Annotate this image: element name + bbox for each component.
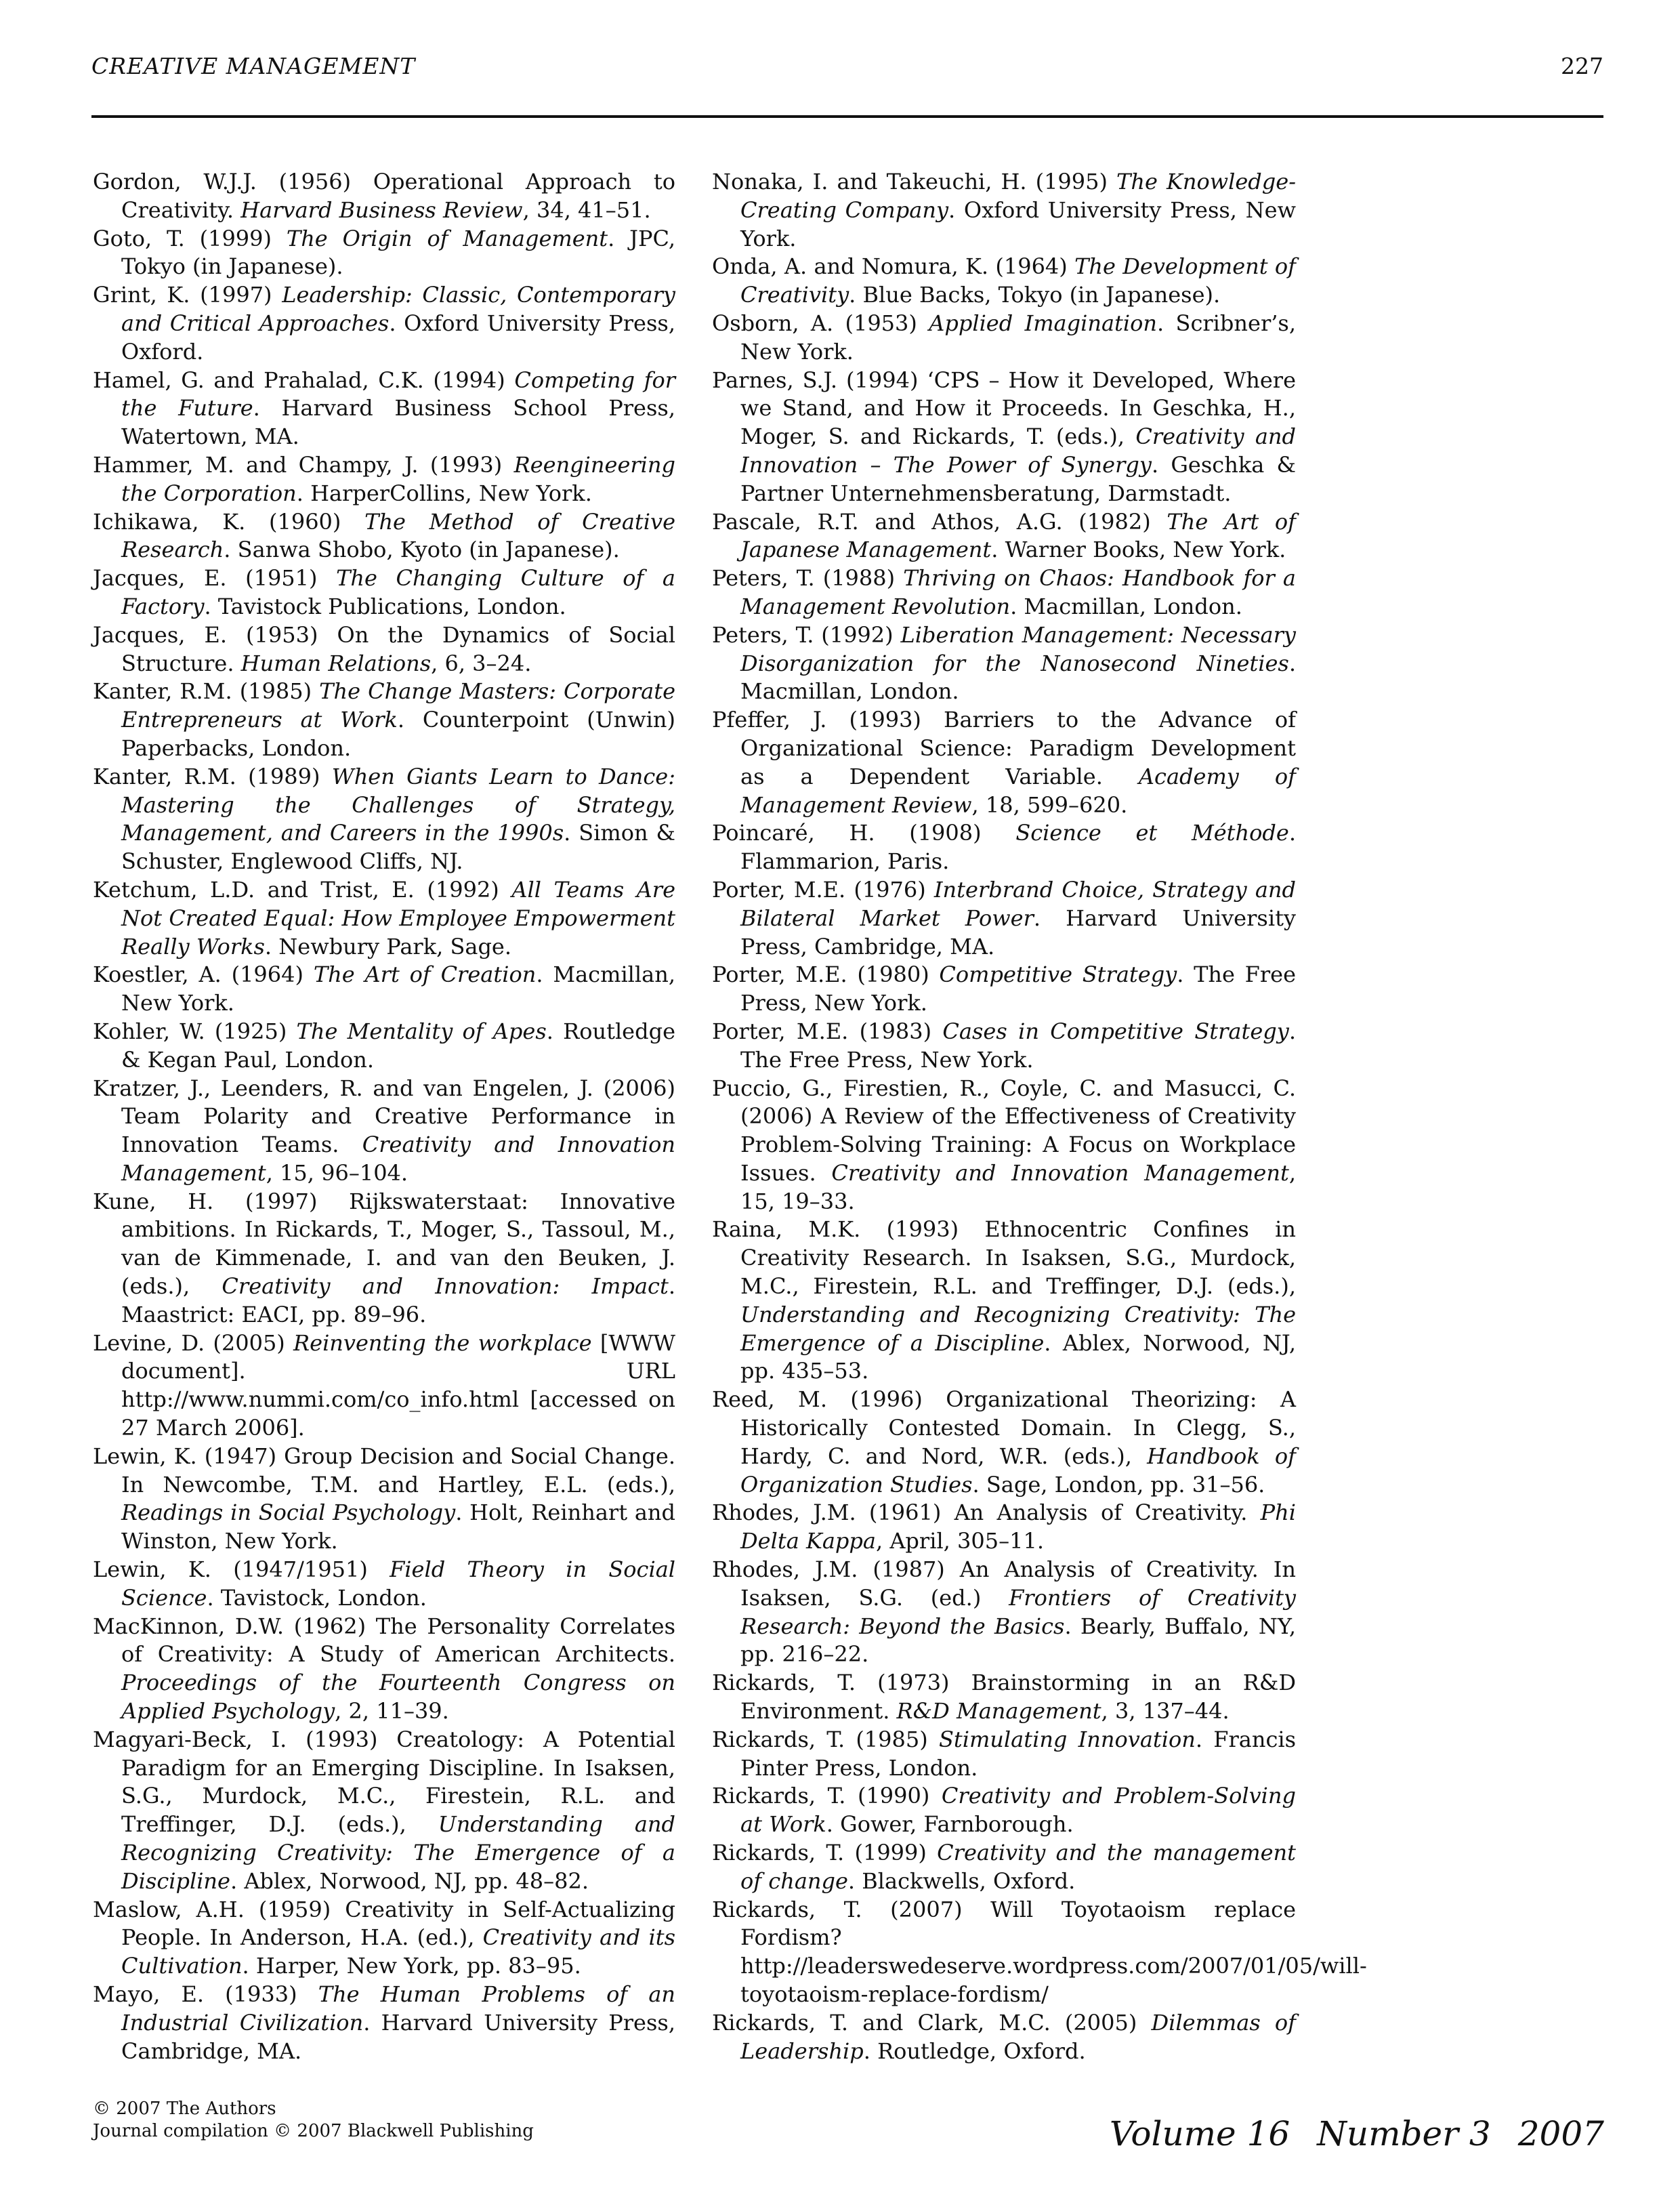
reference-entry xyxy=(93,763,675,876)
reference-publication: . Holt, Reinhart and Winston, New York. xyxy=(121,1500,675,1554)
reference-publication: , April, 305–11. xyxy=(875,1528,1044,1554)
reference-title: Frontiers of Creativity Research: Beyond the Basics xyxy=(740,1584,1297,1639)
reference-title: Applied Imagination xyxy=(929,310,1158,336)
reference-title: Competing for the Future xyxy=(121,367,676,421)
reference-text: Nonaka, I. and Takeuchi, H. (1995) xyxy=(712,169,1117,194)
reference-entry xyxy=(712,1896,1367,2009)
header-rule xyxy=(91,115,1603,118)
reference-entry xyxy=(712,876,1296,961)
reference-publication: . Harper, New York, pp. 83–95. xyxy=(242,1953,581,1979)
reference-publication: . Ablex, Norwood, NJ, pp. 435–53. xyxy=(740,1329,1297,1384)
compilation-line: Journal compilation © 2007 Blackwell Publishing xyxy=(93,2121,534,2141)
reference-publication: . Scribner’s, New York. xyxy=(740,310,1297,365)
page-number: 227 xyxy=(1561,53,1603,79)
reference-entry xyxy=(93,961,675,1018)
reference-title: Liberation Management: Necessary Disorganization for the Nanosecond Nineties xyxy=(740,621,1297,676)
reference-entry xyxy=(93,1329,675,1443)
reference-publication: , 2, 11–39. xyxy=(335,1698,449,1725)
reference-entry xyxy=(93,1556,675,1613)
copyright-line: © 2007 The Authors xyxy=(93,2099,276,2119)
reference-publication: . Ablex, Norwood, NJ, pp. 48–82. xyxy=(230,1867,589,1894)
reference-entry xyxy=(93,1075,675,1188)
reference-title: All Teams Are Not Created Equal: How Employee Empowerment Really Works xyxy=(121,876,676,959)
reference-text: Rickards, T. (1973) Brainstorming in an R&D Environment. xyxy=(712,1670,1296,1725)
reference-text: Parnes, S.J. (1994) ‘CPS – How it Developed, Where we Stand, and How it Proceeds. In Geschka, H., Moger, S. and Rickards, T. (eds.), xyxy=(712,367,1296,450)
reference-entry xyxy=(712,961,1296,1018)
reference-text: Levine, D. (2005) xyxy=(93,1329,294,1356)
reference-title: Phi Delta Kappa xyxy=(740,1500,1296,1554)
reference-entry xyxy=(93,451,675,508)
reference-title: Reinventing the workplace xyxy=(293,1329,592,1356)
reference-title: Creativity and its Cultivation xyxy=(121,1924,676,1979)
reference-title: Understanding and Recognizing Creativity: The Emergence of a Discipline xyxy=(740,1301,1296,1356)
reference-entry xyxy=(712,819,1296,876)
reference-title: The Changing Culture of a Factory xyxy=(121,565,676,619)
reference-publication: [WWW document]. URL http://www.nummi.com/co_info.html [accessed on 27 March 2006]. xyxy=(121,1329,676,1441)
reference-title: Creativity and the management of change xyxy=(740,1840,1296,1894)
reference-publication: . Bearly, Buffalo, NY, pp. 216–22. xyxy=(740,1613,1297,1668)
reference-text: Raina, M.K. (1993) Ethnocentric Confines in Creativity Research. In Isaksen, S.G., Murdock, M.C., Firestein, R.L. and Treffinger, D.J. (eds.), xyxy=(712,1216,1296,1300)
volume-label: Volume 16 xyxy=(1109,2114,1290,2153)
reference-title: The Knowledge-Creating Company xyxy=(740,169,1297,223)
reference-title: Creativity and Innovation Management xyxy=(121,1132,675,1186)
reference-text: Rickards, T. (2007) Will Toyotaoism replace Fordism? http://leaderswedeserve.wordpress.com/2007/01/05/will-toyotaoism-replace-fordism/ xyxy=(712,1896,1367,2007)
reference-text: Rhodes, J.M. (1961) An Analysis of Creativity. xyxy=(712,1500,1261,1526)
reference-title: Creativity and Problem-Solving at Work xyxy=(740,1783,1297,1838)
reference-text: Pascale, R.T. and Athos, A.G. (1982) xyxy=(712,508,1167,535)
reference-entry xyxy=(712,1075,1296,1216)
reference-title: Leadership: Classic, Contemporary and Critical Approaches xyxy=(121,282,676,336)
reference-title: Creativity and Innovation: Impact xyxy=(222,1273,669,1300)
reference-title: Stimulating Innovation xyxy=(938,1726,1196,1752)
reference-entry xyxy=(93,225,675,282)
reference-publication: . The Free Press, New York. xyxy=(740,1018,1297,1073)
reference-text: Porter, M.E. (1976) xyxy=(712,876,934,903)
reference-publication: . Harvard University Press, Cambridge, MA. xyxy=(121,2009,676,2064)
reference-text: MacKinnon, D.W. (1962) The Personality Correlates of Creativity: A Study of American Architects. xyxy=(93,1613,675,1668)
reference-entry xyxy=(712,1386,1296,1499)
reference-title: The Art of Japanese Management xyxy=(740,508,1297,563)
reference-text: Jacques, E. (1953) On the Dynamics of Social Structure. xyxy=(93,621,675,676)
reference-title: Dilemmas of Leadership xyxy=(740,2009,1297,2064)
journal-section-title: CREATIVE MANAGEMENT xyxy=(91,53,416,79)
year-label: 2007 xyxy=(1517,2114,1604,2153)
reference-entry xyxy=(712,1726,1296,1783)
reference-publication: . Newbury Park, Sage. xyxy=(264,933,512,959)
reference-entry xyxy=(712,310,1296,367)
reference-entry xyxy=(712,1499,1296,1556)
reference-title: Field Theory in Social Science xyxy=(121,1556,676,1611)
reference-entry xyxy=(712,253,1296,310)
reference-entry xyxy=(712,621,1296,706)
reference-entry xyxy=(93,876,675,961)
reference-title: The Change Masters: Corporate Entrepreneurs at Work xyxy=(121,678,676,733)
reference-text: Rickards, T. (1985) xyxy=(712,1726,939,1752)
reference-publication: , 3, 137–44. xyxy=(1101,1698,1230,1725)
reference-publication: , 15, 96–104. xyxy=(266,1159,408,1186)
reference-publication: . Tavistock Publications, London. xyxy=(204,593,566,619)
reference-publication: . Sage, London, pp. 31–56. xyxy=(972,1471,1265,1498)
reference-publication: , 34, 41–51. xyxy=(522,197,651,223)
reference-publication: . Routledge & Kegan Paul, London. xyxy=(121,1018,676,1073)
reference-text: Kratzer, J., Leenders, R. and van Engelen, J. (2006) Team Polarity and Creative Performance in Innovation Teams. xyxy=(93,1075,675,1158)
reference-publication: . Routledge, Oxford. xyxy=(863,2038,1086,2064)
reference-publication: . Macmillan, London. xyxy=(1010,593,1242,619)
reference-text: Gordon, W.J.J. (1956) Operational Approach to Creativity. xyxy=(93,169,675,223)
reference-entry xyxy=(93,1018,675,1075)
reference-text: Goto, T. (1999) xyxy=(93,225,287,251)
reference-publication: , 6, 3–24. xyxy=(431,650,532,676)
reference-title: The Human Problems of an Industrial Civilization xyxy=(121,1981,676,2036)
reference-text: Rickards, T. (1990) xyxy=(712,1783,942,1809)
reference-title: Cases in Competitive Strategy xyxy=(942,1018,1289,1044)
reference-text: Osborn, A. (1953) xyxy=(712,310,929,336)
reference-title: The Art of Creation xyxy=(313,962,537,988)
reference-entry xyxy=(93,281,675,366)
reference-publication: . JPC, Tokyo (in Japanese). xyxy=(121,225,676,280)
reference-entry xyxy=(712,1669,1296,1726)
reference-entry xyxy=(712,706,1296,819)
reference-text: Jacques, E. (1951) xyxy=(93,565,337,592)
reference-entry xyxy=(712,367,1296,508)
reference-title: The Mentality of Apes xyxy=(296,1018,547,1044)
reference-title: Creativity and Innovation Management xyxy=(831,1159,1289,1186)
reference-publication: . Gower, Farnborough. xyxy=(826,1811,1074,1838)
reference-entry xyxy=(93,1726,675,1896)
reference-text: Porter, M.E. (1980) xyxy=(712,962,940,988)
number-label: Number 3 xyxy=(1317,2114,1491,2153)
reference-publication: . The Free Press, New York. xyxy=(740,962,1297,1016)
reference-publication: . Flammarion, Paris. xyxy=(740,820,1297,875)
reference-title: The Development of Creativity xyxy=(740,253,1296,308)
reference-publication: . Macmillan, New York. xyxy=(121,962,676,1016)
reference-publication: , 18, 599–620. xyxy=(971,791,1128,818)
reference-title: Thriving on Chaos: Handbook for a Management Revolution xyxy=(740,565,1297,619)
reference-publication: . Tavistock, London. xyxy=(207,1584,427,1611)
reference-text: Kanter, R.M. (1985) xyxy=(93,678,320,705)
reference-entry xyxy=(93,1896,675,1981)
reference-publication: . Harvard University Press, Cambridge, MA. xyxy=(740,905,1296,959)
reference-text: Mayo, E. (1933) xyxy=(93,1981,318,2007)
reference-entry xyxy=(712,564,1296,621)
reference-publication: . Geschka & Partner Unternehmensberatung, Darmstadt. xyxy=(740,451,1296,506)
reference-title: Reengineering the Corporation xyxy=(121,451,675,506)
reference-title: Interbrand Choice, Strategy and Bilateral Market Power xyxy=(740,876,1296,931)
reference-entry xyxy=(93,508,675,565)
reference-text: Hammer, M. and Champy, J. (1993) xyxy=(93,451,514,478)
reference-title: Human Relations xyxy=(240,650,432,676)
reference-text: Poincaré, H. (1908) xyxy=(712,820,1016,846)
reference-title: The Method of Creative Research xyxy=(121,508,676,563)
footer-copyright xyxy=(93,2098,534,2143)
reference-entry xyxy=(93,1613,675,1726)
reference-publication: . Counterpoint (Unwin) Paperbacks, London. xyxy=(121,707,676,761)
reference-text: Onda, A. and Nomura, K. (1964) xyxy=(712,253,1075,280)
reference-title: Competitive Strategy xyxy=(939,962,1177,988)
reference-text: Puccio, G., Firestien, R., Coyle, C. and Masucci, C. (2006) A Review of the Effectiveness of Creativity Problem-Solving Training: A Focus on Workplace Issues. xyxy=(712,1075,1296,1186)
reference-entry xyxy=(93,1188,675,1329)
reference-publication: , 15, 19–33. xyxy=(740,1159,1296,1214)
reference-entry xyxy=(93,1443,675,1556)
reference-text: Reed, M. (1996) Organizational Theorizing: A Historically Contested Domain. In Clegg, S., Hardy, C. and Nord, W.R. (eds.), xyxy=(712,1386,1296,1469)
reference-text: Rhodes, J.M. (1987) An Analysis of Creativity. In Isaksen, S.G. (ed.) xyxy=(712,1556,1296,1611)
reference-title: Understanding and Recognizing Creativity: The Emergence of a Discipline xyxy=(121,1811,676,1894)
reference-entry xyxy=(93,1981,675,2065)
reference-entry xyxy=(712,1018,1296,1075)
footer-issue xyxy=(1110,2114,1604,2153)
reference-title: The Origin of Management xyxy=(286,225,608,251)
reference-text: Peters, T. (1988) xyxy=(712,565,904,592)
reference-text: Grint, K. (1997) xyxy=(93,282,282,308)
reference-publication: . Maastrict: EACI, pp. 89–96. xyxy=(121,1273,675,1327)
reference-text: Pfeffer, J. (1993) Barriers to the Advance of Organizational Science: Paradigm Development as a Dependent Variable. xyxy=(712,707,1296,789)
reference-entry xyxy=(712,508,1296,565)
reference-title: When Giants Learn to Dance: Mastering the Challenges of Strategy, Management, and Careers in the 1990s xyxy=(121,763,676,846)
references-right-column xyxy=(712,168,1367,2065)
reference-title: Harvard Business Review xyxy=(240,197,523,223)
reference-title: Science et Méthode xyxy=(1015,820,1289,846)
reference-publication: . Francis Pinter Press, London. xyxy=(740,1726,1297,1781)
reference-title: Academy of Management Review xyxy=(740,763,1296,818)
reference-text: Kohler, W. (1925) xyxy=(93,1018,297,1044)
reference-publication: . HarperCollins, New York. xyxy=(296,480,592,506)
reference-text: Kune, H. (1997) Rijkswaterstaat: Innovative ambitions. In Rickards, T., Moger, S., Tassoul, M., van de Kimmenade, I. and van den Beuken, J. (eds.), xyxy=(93,1188,675,1300)
reference-text: Hamel, G. and Prahalad, C.K. (1994) xyxy=(93,367,515,393)
reference-title: Creativity and Innovation – The Power of Synergy xyxy=(740,424,1297,478)
reference-title: Readings in Social Psychology xyxy=(121,1500,456,1526)
reference-publication: . Harvard Business School Press, Watertown, MA. xyxy=(121,395,675,450)
reference-publication: . Simon & Schuster, Englewood Cliffs, NJ. xyxy=(121,820,676,875)
reference-text: Ichikawa, K. (1960) xyxy=(93,508,365,535)
reference-entry xyxy=(712,1556,1296,1669)
reference-text: Koestler, A. (1964) xyxy=(93,962,314,988)
reference-text: Rickards, T. and Clark, M.C. (2005) xyxy=(712,2009,1152,2036)
running-header xyxy=(91,53,1603,87)
reference-publication: . Oxford University Press, Oxford. xyxy=(121,310,676,365)
reference-text: Magyari-Beck, I. (1993) Creatology: A Potential Paradigm for an Emerging Discipline. In Isaksen, S.G., Murdock, M.C., Firestein, R.L. and Treffinger, D.J. (eds.), xyxy=(93,1726,675,1838)
reference-entry xyxy=(93,678,675,762)
reference-text: Lewin, K. (1947/1951) xyxy=(93,1556,390,1583)
reference-publication: . Blue Backs, Tokyo (in Japanese). xyxy=(849,282,1221,308)
reference-publication: . Blackwells, Oxford. xyxy=(847,1867,1076,1894)
reference-text: Rickards, T. (1999) xyxy=(712,1840,938,1866)
reference-text: Ketchum, L.D. and Trist, E. (1992) xyxy=(93,876,512,903)
reference-text: Lewin, K. (1947) Group Decision and Social Change. In Newcombe, T.M. and Hartley, E.L. (eds.), xyxy=(93,1443,675,1498)
reference-publication: . Oxford University Press, New York. xyxy=(740,197,1297,251)
reference-title: R&D Management xyxy=(896,1698,1101,1725)
reference-entry xyxy=(93,168,675,225)
reference-text: Maslow, A.H. (1959) Creativity in Self-Actualizing People. In Anderson, H.A. (ed.), xyxy=(93,1896,675,1951)
reference-entry xyxy=(93,367,675,451)
reference-text: Kanter, R.M. (1989) xyxy=(93,763,332,789)
reference-entry xyxy=(712,1216,1296,1386)
reference-entry xyxy=(712,2009,1296,2066)
reference-title: Handbook of Organization Studies xyxy=(740,1443,1297,1498)
reference-entry xyxy=(93,564,675,621)
references-left-column xyxy=(93,168,675,2065)
reference-publication: . Sanwa Shobo, Kyoto (in Japanese). xyxy=(224,537,620,563)
reference-publication: . Macmillan, London. xyxy=(740,650,1296,705)
reference-text: Porter, M.E. (1983) xyxy=(712,1018,943,1044)
reference-entry xyxy=(712,168,1296,253)
reference-entry xyxy=(93,621,675,678)
reference-entry xyxy=(712,1839,1296,1896)
reference-title: Proceedings of the Fourteenth Congress on Applied Psychology xyxy=(121,1670,675,1725)
reference-publication: . Warner Books, New York. xyxy=(991,537,1286,563)
reference-text: Peters, T. (1992) xyxy=(712,621,901,648)
reference-entry xyxy=(712,1782,1296,1839)
